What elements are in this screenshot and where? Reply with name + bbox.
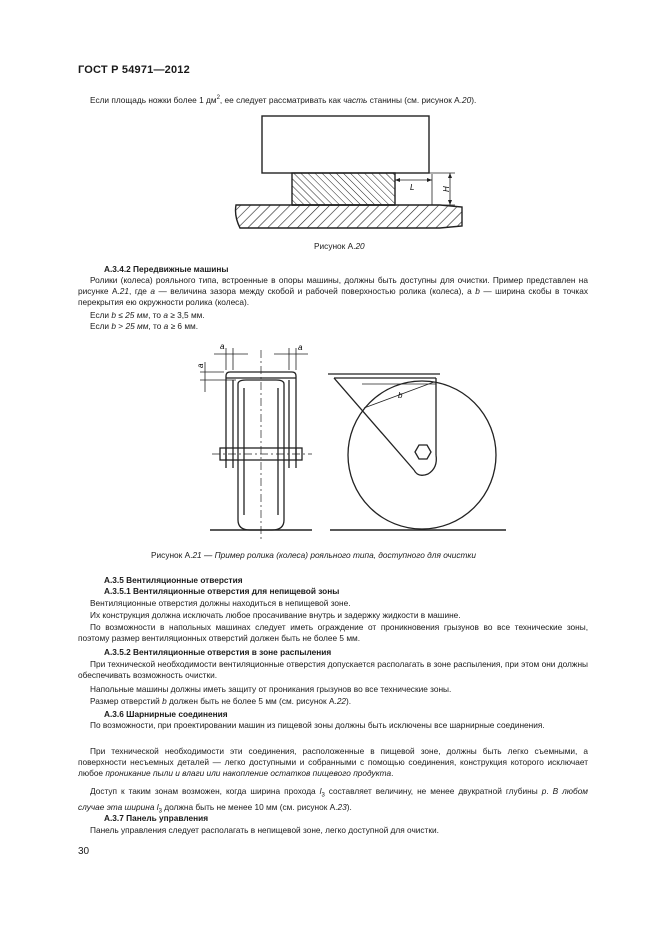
section-a36-heading: А.3.6 Шарнирные соединения [104,709,228,719]
fig21-side-view [328,374,496,529]
section-a352-p5: Напольные машины должны иметь защиту от проникания грызунов во все технические зоны. [90,684,452,694]
section-a352-heading: А.3.5.2 Вентиляционные отверстия в зоне распыления [104,647,332,657]
fig21-label-a-left: a [220,342,225,351]
figure-a21-caption: Рисунок А.21 — Пример ролика (колеса) рояльного типа, доступного для очистки [151,550,476,560]
fig20-label-h: H [442,186,451,192]
fig21-label-a-vertical: a [196,363,205,368]
section-a351-p2: Их конструкция должна исключать любое просачивание внутрь и задержку жидкости в машине. [90,610,461,620]
figure-a20-caption: Рисунок А.20 [314,241,365,251]
section-a352-p4: При технической необходимости вентиляционные отверстия допускается располагать в зоне распыления, при этом они должны обеспечивать возможность очистки. [78,659,588,680]
page-header-title: ГОСТ Р 54971—2012 [78,64,190,76]
section-a351-p1: Вентиляционные отверстия должны находиться в непищевой зоне. [90,598,351,608]
fig21-label-a-right: a [298,343,303,352]
section-a36-p3: Доступ к таким зонам возможен, когда ширина прохода $l_3$ составляет величину, не менее двукратной глубины p. В любом случае эта ширина $l_3$ должна быть не менее 10 мм (см. рисунок А.23). [78,786,588,815]
section-a352-p6: Размер отверстий b должен быть не более 5 мм (см. рисунок А.22). [90,696,352,706]
section-a37-p1: Панель управления следует располагать в непищевой зоне, легко доступной для очистки. [90,825,439,835]
section-a35-heading: А.3.5 Вентиляционные отверстия [104,575,243,585]
condition-line-2: Если b > 25 мм, то a ≥ 6 мм. [90,321,199,331]
section-a37-heading: А.3.7 Панель управления [104,813,209,823]
page-number: 30 [78,846,90,857]
intro-paragraph: Если площадь ножки более 1 $дм^2$, ее следует рассматривать как часть станины (см. рисунок А.20). [90,94,477,105]
section-a342-paragraph: Ролики (колеса) рояльного типа, встроенные в опоры машины, должны быть доступны для очистки. Пример представлен на рисунке А.21, где a — величина зазора между скобой и рабочей поверхностью ролика (колеса), а b — ширина скобы в точках перекрытия ею окружности ролика (колеса). [78,275,588,307]
condition-line-1: Если b ≤ 25 мм, то a ≥ 3,5 мм. [90,310,205,320]
section-a36-p1: По возможности, при проектировании машин из пищевой зоны должны быть исключены все шарнирные соединения. [90,720,545,730]
fig21-label-b: b [398,391,403,400]
fig20-label-l: L [410,183,415,192]
section-a351-p3: По возможности в напольных машинах следует иметь ограждение от проникновения грызунов во все технические зоны, поэтому размер вентиляционных отверстий должен быть не более 5 мм. [78,622,588,643]
fig21-front-dims [200,348,308,392]
section-a36-p2: При технической необходимости эти соединения, расположенные в пищевой зоне, должны быть легко съемными, а поверхности несъемных деталей — легко доступными и собранными с помощью соединения, конструкция которого исключает любое проникание пыли и влаги или накопление остатков пищевого продукта. [78,746,588,778]
section-a351-heading: А.3.5.1 Вентиляционные отверстия для непищевой зоны [104,586,340,596]
fig21-front-view [212,350,312,540]
section-a342-heading: А.3.4.2 Передвижные машины [104,264,229,274]
